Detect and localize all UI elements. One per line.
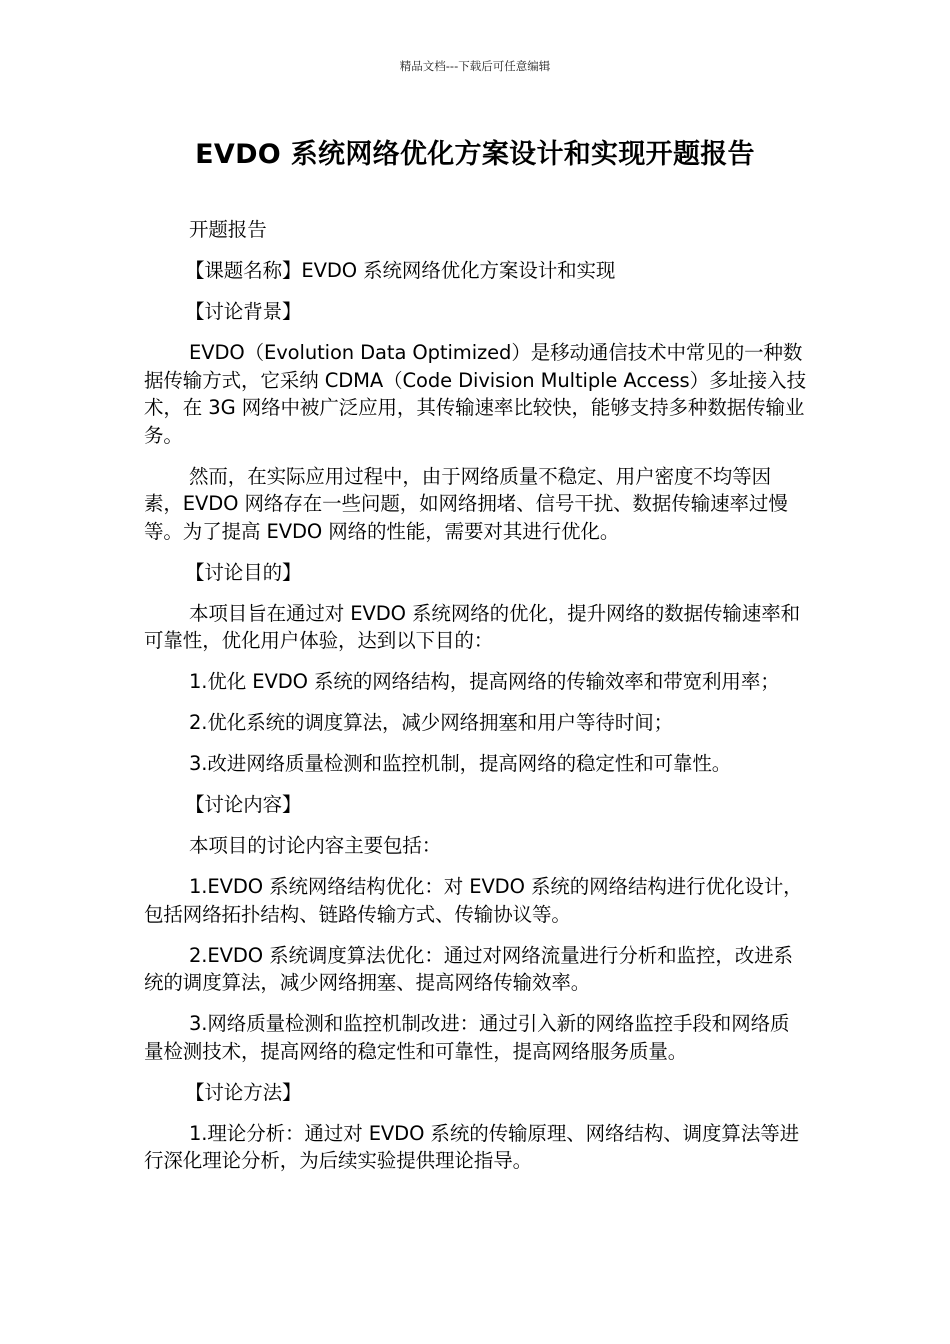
paragraph-purpose-item-3: 3.改进网络质量检测和监控机制，提高网络的稳定性和可靠性。 xyxy=(189,752,732,775)
heading-content: 【讨论内容】 xyxy=(185,793,302,816)
paragraph-background-1: EVDO（Evolution Data Optimized）是移动通信技术中常见的一种数据传输方式，它采纳 CDMA（Code Division Multiple Access）多址接入技术，在 3G 网络中被广泛应用，其传输速率比较快，能够支持多种数据传输业务。 xyxy=(144,341,806,447)
heading-purpose: 【讨论目的】 xyxy=(185,560,302,584)
paragraph-topic-name: 【课题名称】EVDO 系统网络优化方案设计和实现 xyxy=(185,259,616,282)
paragraph-content-item-2: 2.EVDO 系统调度算法优化：通过对网络流量进行分析和监控，改进系统的调度算法，减少网络拥塞、提高网络传输效率。 xyxy=(144,943,793,994)
header-note: 精品文档---下载后可任意编辑 xyxy=(399,59,551,73)
paragraph-method-item-1: 1.理论分析：通过对 EVDO 系统的传输原理、网络结构、调度算法等进行深化理论分析，为后续实验提供理论指导。 xyxy=(144,1121,800,1172)
paragraph-content-intro: 本项目的讨论内容主要包括： xyxy=(189,834,442,857)
paragraph-purpose-intro: 本项目旨在通过对 EVDO 系统网络的优化，提升网络的数据传输速率和可靠性，优化用户体验，达到以下目的： xyxy=(144,601,801,652)
paragraph-purpose-item-2: 2.优化系统的调度算法，减少网络拥塞和用户等待时间； xyxy=(189,711,674,734)
heading-background: 【讨论背景】 xyxy=(185,300,302,323)
paragraph-background-2: 然而，在实际应用过程中，由于网络质量不稳定、用户密度不均等因素，EVDO 网络存在一些问题，如网络拥堵、信号干扰、数据传输速率过慢等。为了提高 EVDO 网络的性能，需要对其进行优化。 xyxy=(144,464,788,543)
paragraph-content-item-1: 1.EVDO 系统网络结构优化：对 EVDO 系统的网络结构进行优化设计，包括网络拓扑结构、链路传输方式、传输协议等。 xyxy=(144,875,803,926)
document-body xyxy=(144,216,808,1188)
paragraph-purpose-item-1: 1.优化 EVDO 系统的网络结构，提高网络的传输效率和带宽利用率； xyxy=(189,670,780,693)
paragraph-content-item-3: 3.网络质量检测和监控机制改进：通过引入新的网络监控手段和网络质量检测技术，提高网络的稳定性和可靠性，提高网络服务质量。 xyxy=(144,1012,790,1063)
paragraph-report-label: 开题报告 xyxy=(189,218,267,241)
heading-method: 【讨论方法】 xyxy=(185,1080,302,1104)
document-title: EVDO 系统网络优化方案设计和实现开题报告 xyxy=(195,139,755,170)
